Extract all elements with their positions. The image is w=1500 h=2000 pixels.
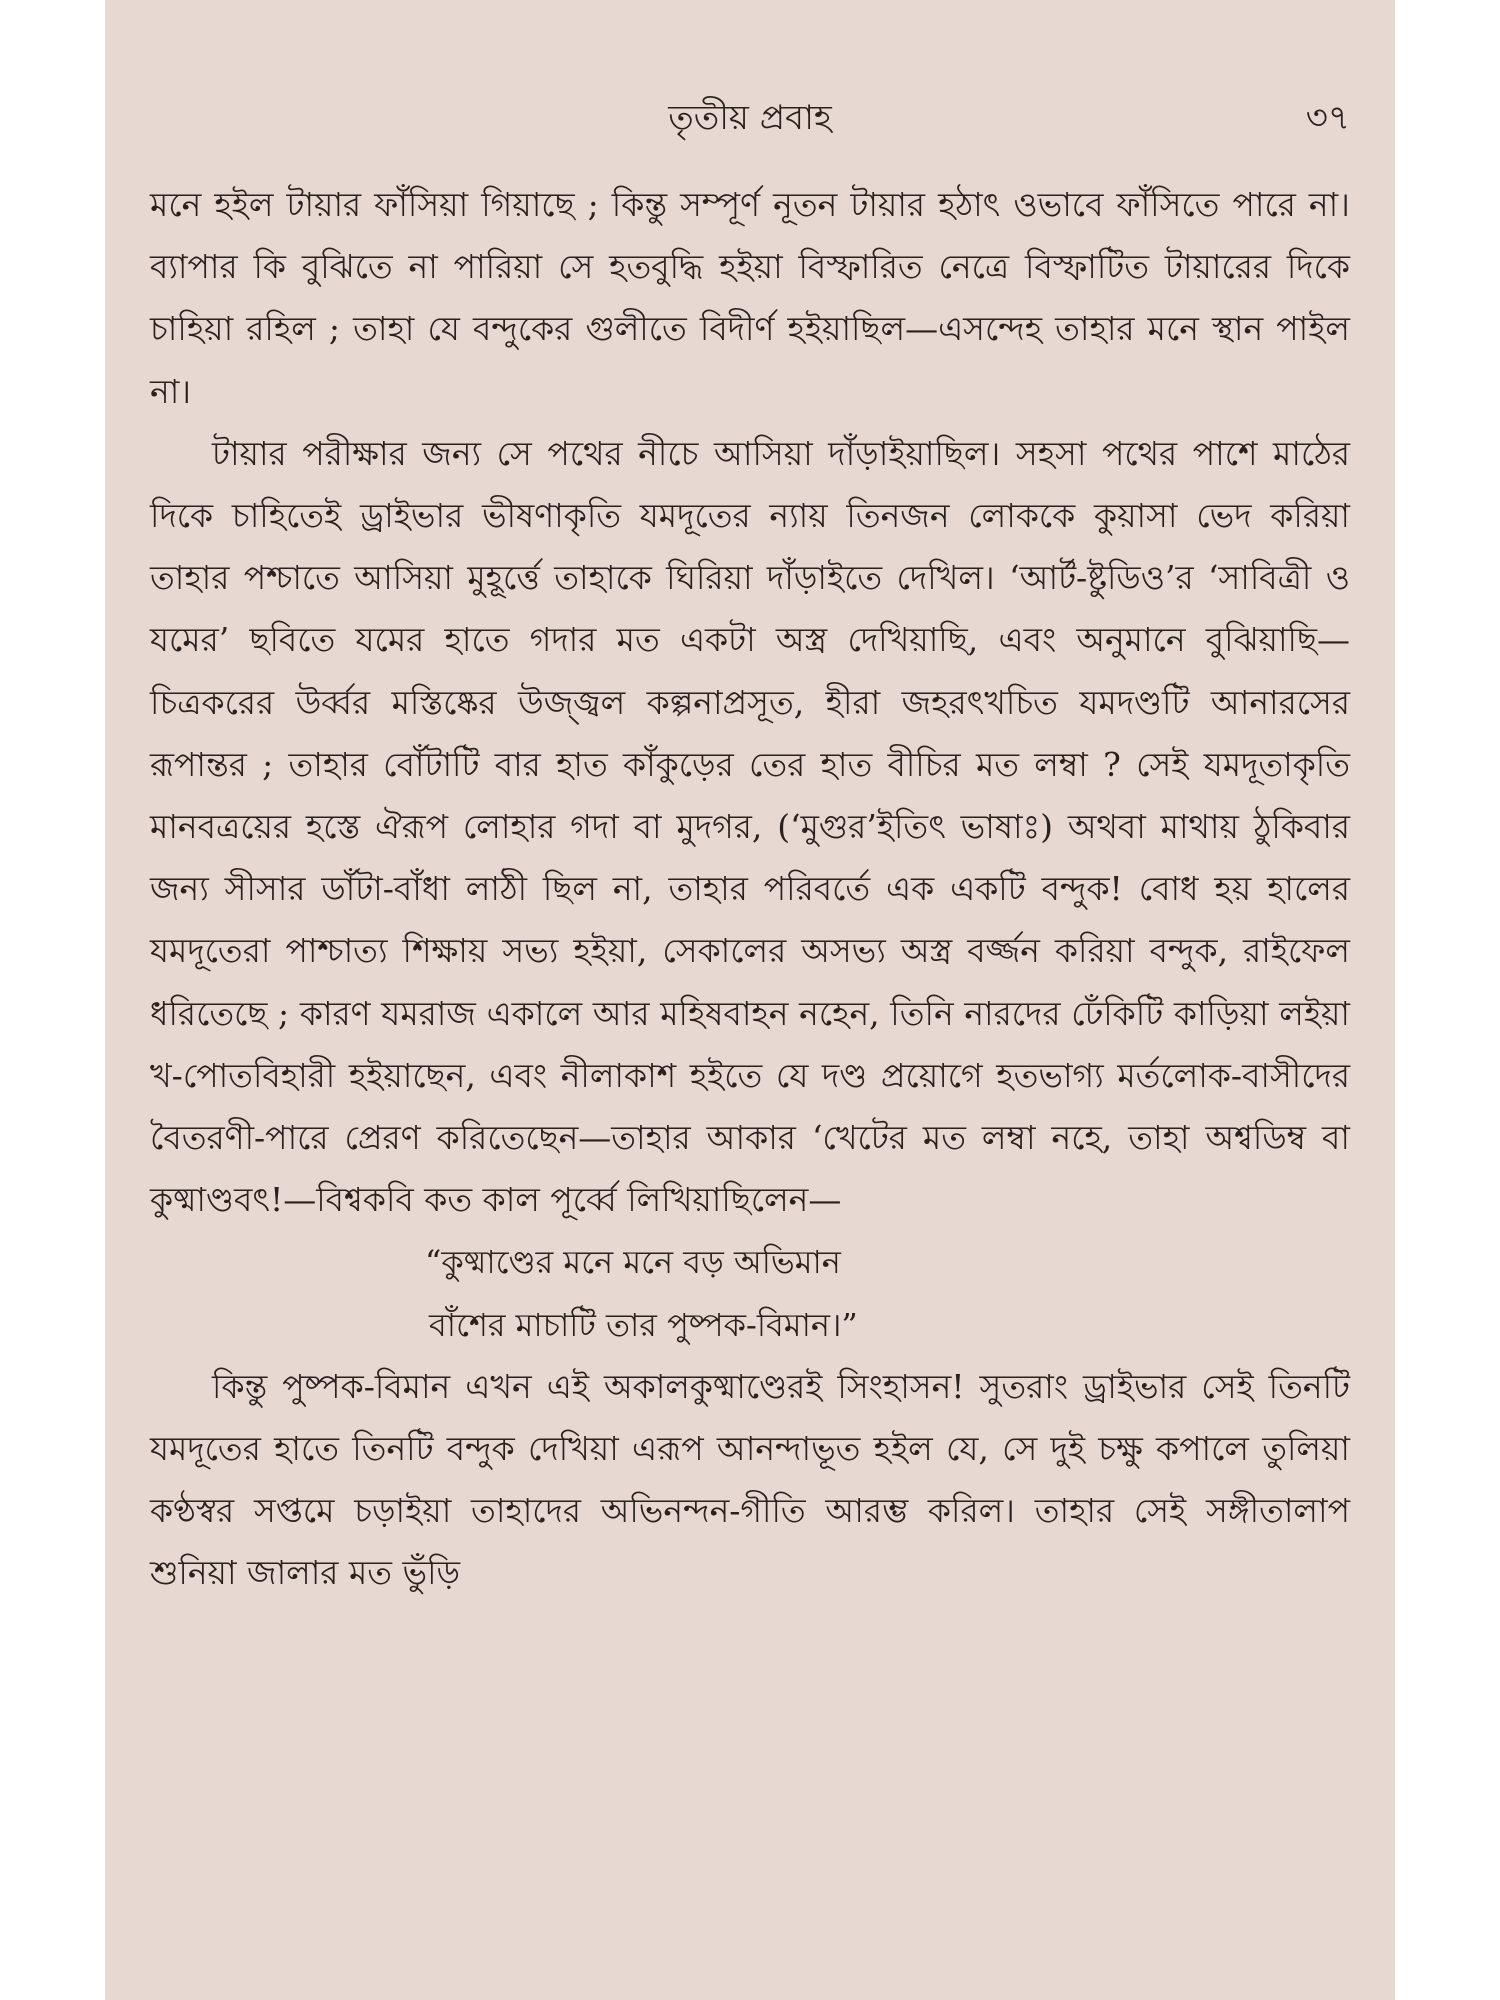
paragraph-2: টায়ার পরীক্ষার জন্য সে পথের নীচে আসিয়া দাঁড়াইয়াছিল। সহসা পথের পাশে মাঠের দিকে চাহিতেই ড্রাইভার ভীষণাকৃতি যমদূতের ন্যায় তিনজন লোককে কুয়াসা ভেদ করিয়া তাহার পশ্চাতে আসিয়া মুহূর্ত্তে তাহাকে ঘিরিয়া দাঁড়াইতে দেখিল। ‘আর্ট-ষ্টুডিও’র ‘সাবিত্রী ও যমের’ ছবিতে যমের হাতে গদার মত একটা অস্ত্র দেখিয়াছি, এবং অনুমানে বুঝিয়াছি—চিত্রকরের উর্ব্বর মস্তিষ্কের উজ্জ্বল কল্পনাপ্রসূত, হীরা জহরৎখচিত যমদণ্ডটি আনারসের রূপান্তর ; তাহার বোঁটাটি বার হাত কাঁকুড়ের তের হাত বীচির মত লম্বা ? সেই যমদূতাকৃতি মানবত্রয়ের হস্তে ঐরূপ লোহার গদা বা মুদগর, (‘মুগুর’ইতিৎ ভাষাঃ) অথবা মাথায় ঠুকিবার জন্য সীসার ডাঁটা-বাঁধা লাঠী ছিল না, তাহার পরিবর্তে এক একটি বন্দুক! বোধ হয় হালের যমদূতেরা পাশ্চাত্য শিক্ষায় সভ্য হইয়া, সেকালের অসভ্য অস্ত্র বর্জ্জন করিয়া বন্দুক, রাইফেল ধরিতেছে ; কারণ যমরাজ একালে আর মহিষবাহন নহেন, তিনি নারদের ঢেঁকিটি কাড়িয়া লইয়া খ-পোতবিহারী হইয়াছেন, এবং নীলাকাশ হইতে যে দণ্ড প্রয়োগে হতভাগ্য মর্তলোক-বাসীদের বৈতরণী-পারে প্রেরণ করিতেছেন—তাহার আকার ‘খেটের মত লম্বা নহে, তাহা অশ্বডিম্ব বা কুষ্মাণ্ডবৎ!—বিশ্বকবি কত কাল পূর্ব্বে লিখিয়াছিলেন— [150, 433, 1350, 1220]
verse-quote [150, 1231, 1350, 1355]
paragraph-1: মনে হইল টায়ার ফাঁসিয়া গিয়াছে ; কিন্তু সম্পূর্ণ নূতন টায়ার হঠাৎ ওভাবে ফাঁসিতে পারে না। ব্যাপার কি বুঝিতে না পারিয়া সে হতবুদ্ধি হইয়া বিস্ফারিত নেত্রে বিস্ফাটিত টায়ারের দিকে চাহিয়া রহিল ; তাহা যে বন্দুকের গুলীতে বিদীর্ণ হইয়াছিল—এসন্দেহ তাহার মনে স্থান পাইল না। [150, 185, 1350, 411]
page-header [150, 92, 1350, 140]
page-number: ৩৭ [1305, 98, 1350, 138]
verse-line-2: বাঁশের মাচাটি তার পুষ্পক-বিমান।” [429, 1305, 858, 1344]
paragraph-3: কিন্তু পুষ্পক-বিমান এখন এই অকালকুষ্মাণ্ডেরই সিংহাসন! সুতরাং ড্রাইভার সেই তিনটি যমদূতের হাতে তিনটি বন্দুক দেখিয়া এরূপ আনন্দাভূত হইল যে, সে দুই চক্ষু কপালে তুলিয়া কণ্ঠস্বর সপ্তমে চড়াইয়া তাহাদের অভিনন্দন-গীতি আরম্ভ করিল। তাহার সেই সঙ্গীতালাপ শুনিয়া জালার মত ভুঁড়ি [150, 1366, 1350, 1593]
body-text [150, 174, 1350, 1605]
verse-line-1: “কুষ্মাণ্ডের মনে মনে বড় অভিমান [425, 1243, 841, 1282]
running-head: তৃতীয় প্রবাহ [668, 98, 832, 138]
book-page [105, 0, 1395, 2000]
